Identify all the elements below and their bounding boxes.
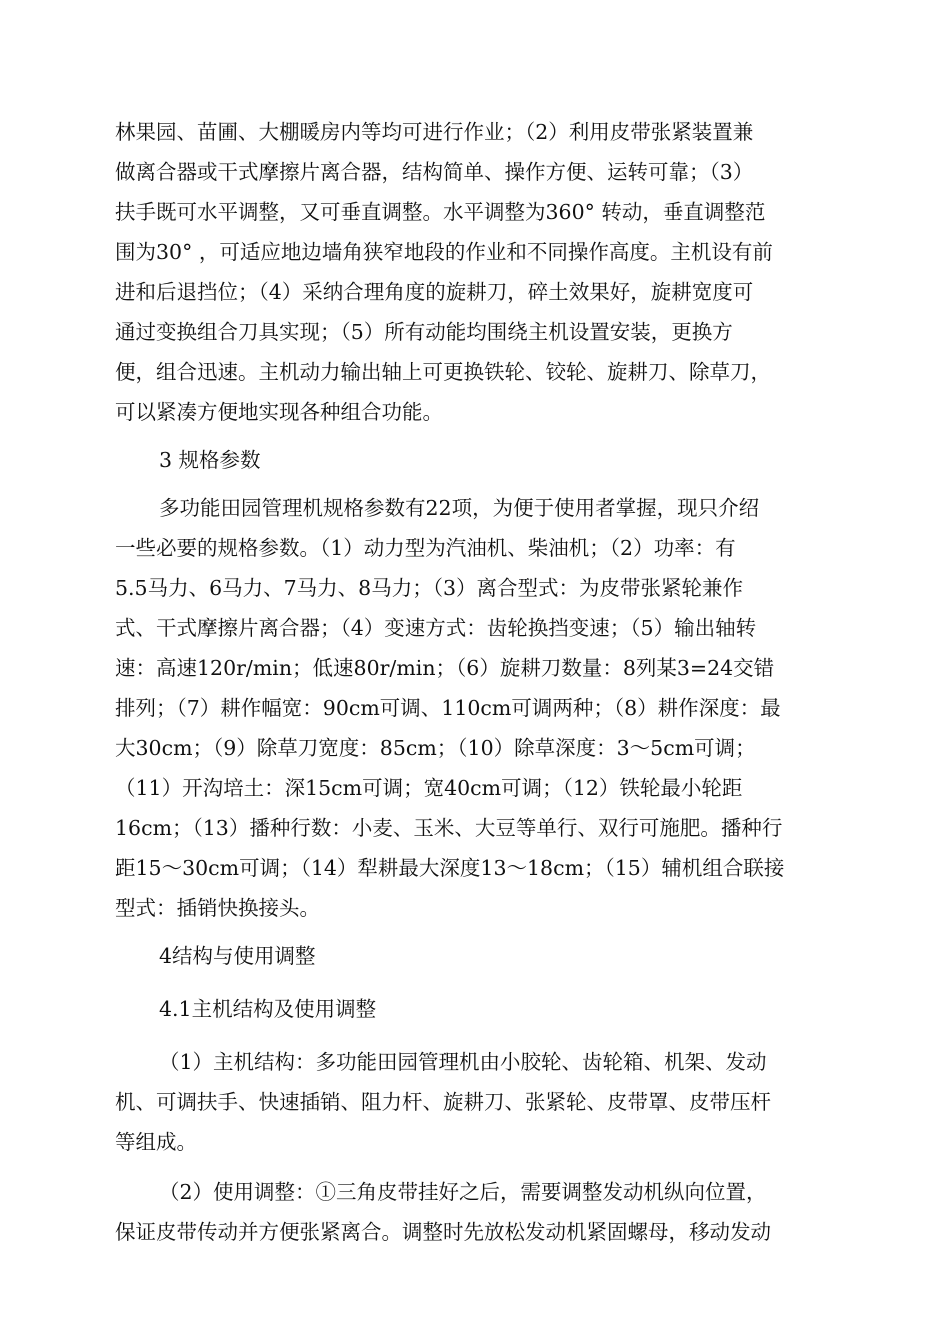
document-body: [115, 112, 835, 1252]
paragraph-usage-adjustment: [115, 1172, 835, 1252]
text-line: 等组成。: [115, 1130, 197, 1154]
text-line: 扶手既可水平调整，又可垂直调整。水平调整为360° 转动，垂直调整范: [115, 200, 766, 224]
text-line: 林果园、苗圃、大棚暖房内等均可进行作业；（2）利用皮带张紧装置兼: [115, 120, 754, 144]
text-line: 进和后退挡位；（4）采纳合理角度的旋耕刀，碎土效果好，旋耕宽度可: [115, 280, 754, 304]
spacer: [115, 480, 835, 488]
text-line: 速：高速120r/min；低速80r/min；（6）旋耕刀数量：8列某3=24交错: [115, 656, 775, 680]
text-line: （1）主机结构：多功能田园管理机由小胶轮、齿轮箱、机架、发动: [159, 1050, 767, 1074]
spacer: [115, 1162, 835, 1172]
spacer: [115, 976, 835, 989]
section-heading-4: 4结构与使用调整: [159, 944, 316, 968]
text-line: 可以紧凑方便地实现各种组合功能。: [115, 400, 443, 424]
text-line: 便，组合迅速。主机动力输出轴上可更换铁轮、铰轮、旋耕刀、除草刀，: [115, 360, 771, 384]
text-line: 距15～30cm可调；（14）犁耕最大深度13～18cm；（15）辅机组合联接: [115, 856, 785, 880]
text-line: 通过变换组合刀具实现；（5）所有动能均围绕主机设置安装，更换方: [115, 320, 733, 344]
text-line: 多功能田园管理机规格参数有22项，为便于使用者掌握，现只介绍: [159, 496, 760, 520]
text-line: （2）使用调整：①三角皮带挂好之后，需要调整发动机纵向位置，: [159, 1180, 767, 1204]
text-line: 保证皮带传动并方便张紧离合。调整时先放松发动机紧固螺母，移动发动: [115, 1220, 771, 1244]
spacer: [115, 1029, 835, 1042]
paragraph-specifications: [115, 488, 835, 928]
text-line: 围为30° ，可适应地边墙角狭窄地段的作业和不同操作高度。主机设有前: [115, 240, 773, 264]
text-line: 机、可调扶手、快速插销、阻力杆、旋耕刀、张紧轮、皮带罩、皮带压杆: [115, 1090, 771, 1114]
text-line: 一些必要的规格参数。（1）动力型为汽油机、柴油机；（2）功率：有: [115, 536, 736, 560]
section-heading-4-1: 4.1主机结构及使用调整: [159, 997, 377, 1021]
section-heading-3: 3 规格参数: [159, 448, 261, 472]
text-line: 5.5马力、6马力、7马力、8马力；（3）离合型式：为皮带张紧轮兼作: [115, 576, 744, 600]
text-line: 排列；（7）耕作幅宽：90cm可调、110cm可调两种；（8）耕作深度：最: [115, 696, 781, 720]
paragraph-features: [115, 112, 835, 432]
text-line: 大30cm；（9）除草刀宽度：85cm；（10）除草深度：3～5cm可调；: [115, 736, 756, 760]
spacer: [115, 432, 835, 440]
text-line: （11）开沟培土：深15cm可调；宽40cm可调；（12）铁轮最小轮距: [115, 776, 743, 800]
text-line: 型式：插销快换接头。: [115, 896, 320, 920]
text-line: 做离合器或干式摩擦片离合器，结构简单、操作方便、运转可靠；（3）: [115, 160, 754, 184]
text-line: 式、干式摩擦片离合器；（4）变速方式：齿轮换挡变速；（5）输出轴转: [115, 616, 757, 640]
spacer: [115, 928, 835, 936]
text-line: 16cm；（13）播种行数：小麦、玉米、大豆等单行、双行可施肥。播种行: [115, 816, 783, 840]
paragraph-main-structure: [115, 1042, 835, 1162]
